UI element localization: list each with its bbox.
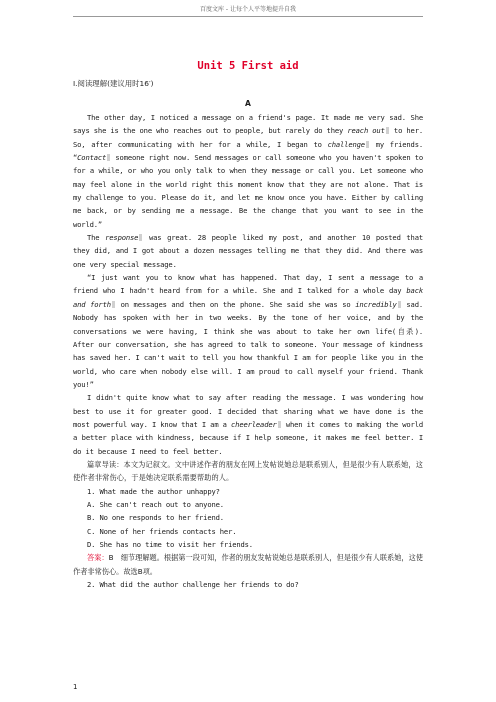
question-1: 1. What made the author unhappy?	[87, 486, 220, 496]
footnote-marker	[107, 154, 110, 161]
page-header: 百度文库 - 让每个人平等地提升自我	[200, 6, 296, 13]
section-label: Ⅰ.阅读理解(建议用时16′)	[73, 79, 154, 88]
passage-label: A	[245, 99, 251, 108]
glossed-word: Contact	[77, 153, 107, 163]
question-1-option-b: B. No one responds to her friend.	[87, 513, 224, 523]
paragraph-1: The other day, I noticed a message on a friend's page. It made me very sad. She says she is the one who reaches out to people, but rarely do they reach out to her. So, after communicating with her for a while, I began to challenge my friends. “Contact someone right now. Send messages or call someone who you haven't spoken to for a while, or who you only talk to when they message or call you. Let someone who may feel alone in the world right this moment know that they are not alone. That is my challenge to you. Please do it, and let me know once you have. Either by calling me back, or by sending me a message. Be the change that you want to see in the world.”	[73, 113, 423, 229]
document-body	[73, 60, 423, 591]
page-title: Unit 5 First aid	[197, 60, 299, 72]
question-1-option-a: A. She can't reach out to anyone.	[87, 499, 224, 509]
page-number: 1	[73, 683, 78, 691]
footnote-marker	[386, 127, 389, 134]
glossed-word: reach out	[347, 126, 385, 136]
question-1-option-d: D. She has no time to visit her friends.	[87, 540, 253, 549]
glossed-word: back and forth	[73, 286, 423, 309]
glossed-word: challenge	[327, 139, 365, 149]
footnote-marker	[366, 141, 369, 148]
footnote-marker	[398, 301, 401, 308]
glossed-word: cheerleader	[231, 419, 277, 429]
glossed-word: response	[105, 233, 139, 243]
answer-1: 答案：B 细节理解题。根据第一段可知，作者的朋友发帖说她总是联系别人，但是很少有人联系她，这使作者非常伤心。故选B项。	[73, 553, 423, 576]
question-1-option-c: C. None of her friends contacts her.	[87, 526, 237, 536]
footnote-marker	[112, 301, 115, 308]
header-rule	[73, 16, 423, 17]
paragraph-4: I didn't quite know what to say after reading the message. I was wondering how best to use it for greater good. I decided that sharing what we have done is the most powerful way. I know that I am a cheerleader when it comes to making the world a better place with kindness, because if I help someone, it makes me feel better. I do it because I need to feel better.	[73, 393, 423, 456]
answer-label: 答案：	[87, 553, 109, 563]
question-2: 2. What did the author challenge her friends to do?	[87, 580, 299, 590]
paragraph-2: The response was great. 28 people liked my post, and another 10 posted that they did, and I got about a dozen messages telling me that they did. And there was one very special message.	[73, 233, 423, 269]
glossed-word: incredibly	[355, 299, 397, 309]
paragraph-3: “I just want you to know what has happened. That day, I sent a message to a friend who I hadn't heard from for a while. She and I talked for a whole day back and forth on messages and then on the phone. She said she was so incredibly sad. Nobody has spoken with her in two weeks. By the tone of her voice, and by the conversations we were having, I think she was about to take her own life(自杀). After our conversation, she has agreed to talk to someone. Your message of kindness has saved her. I can't wait to tell you how thankful I am for people like you in the world, who care when nobody else will. I am proud to call myself your friend. Thank you!”	[73, 273, 424, 389]
footnote-marker	[139, 234, 142, 241]
footnote-marker	[278, 421, 281, 428]
reading-guide: 篇章导读：本文为记叙文。文中讲述作者的朋友在网上发帖说她总是联系别人，但是很少有人联系她，这使作者非常伤心，于是她决定联系需要帮助的人。	[73, 459, 423, 483]
